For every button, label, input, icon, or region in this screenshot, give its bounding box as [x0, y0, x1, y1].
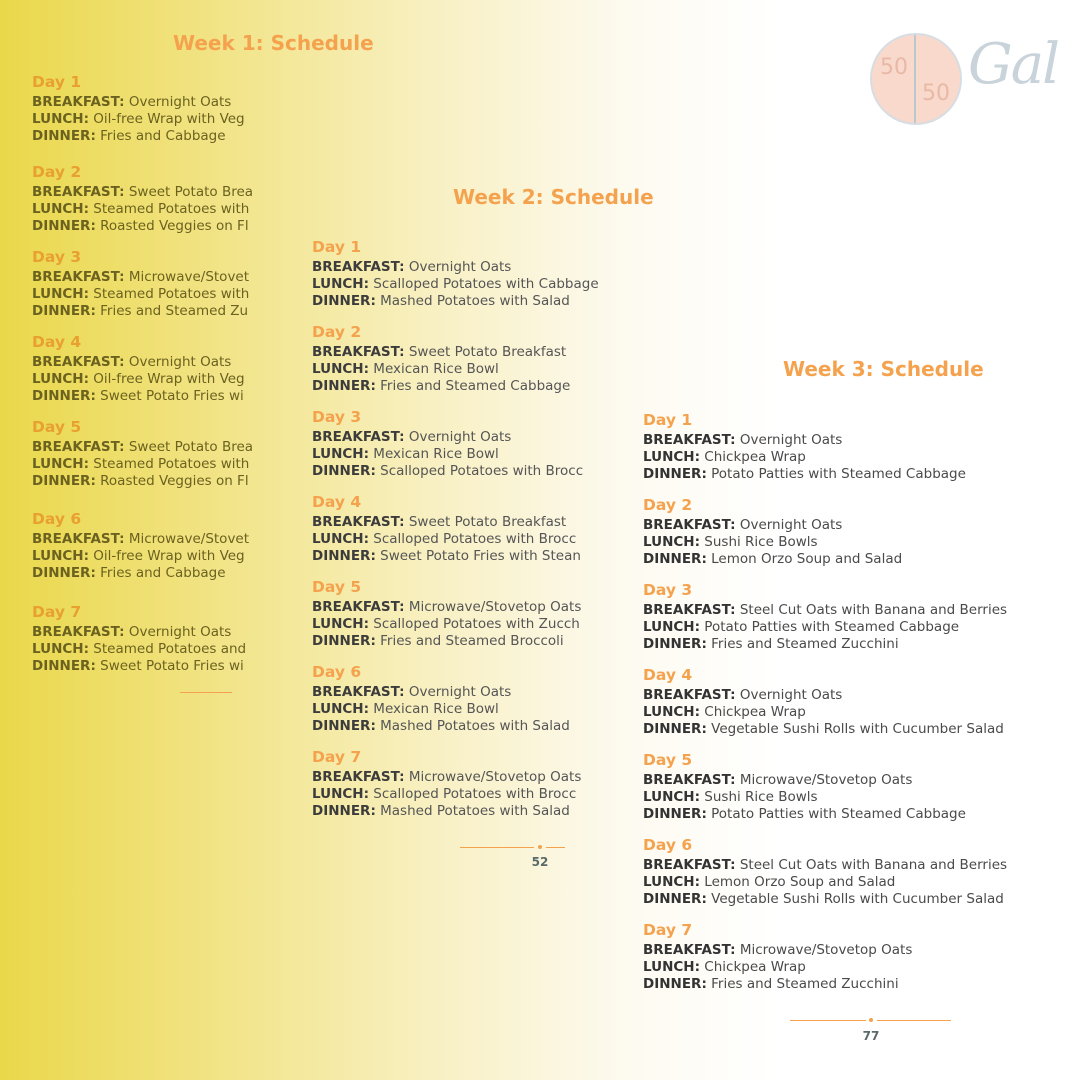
meal-row: [32, 658, 246, 675]
meal-text: Fries and Steamed Zu: [100, 303, 249, 319]
meal-text: Roasted Veggies on Fl: [100, 473, 249, 489]
day-title: Day 5: [312, 578, 362, 596]
footer-ornament-line: [180, 692, 232, 693]
meal-text: Sushi Rice Bowls: [704, 534, 818, 550]
day-block: [643, 410, 966, 483]
page-title: Week 2: Schedule: [453, 185, 654, 209]
meal-label: DINNER:: [643, 806, 707, 822]
meal-row: [32, 641, 246, 658]
day-title: Day 6: [32, 510, 82, 528]
day-block: [643, 920, 912, 993]
meal-label: DINNER:: [643, 976, 707, 992]
footer-ornament-line: [460, 847, 534, 848]
meal-text: Potato Patties with Steamed Cabbage: [711, 806, 966, 822]
meal-text: Vegetable Sushi Rolls with Cucumber Salad: [711, 721, 1004, 737]
meal-text: Sushi Rice Bowls: [704, 789, 818, 805]
day-title: Day 4: [643, 666, 693, 684]
day-block: [32, 602, 246, 675]
meal-row: [32, 388, 245, 405]
day-title: Day 7: [312, 748, 362, 766]
day-block: [32, 509, 249, 582]
page-title: Week 1: Schedule: [173, 31, 374, 55]
meal-label: DINNER:: [32, 388, 96, 404]
meal-text: Microwave/Stovetop Oats: [408, 599, 582, 615]
meal-row: [32, 286, 249, 303]
meal-label: LUNCH:: [312, 616, 369, 632]
meal-row: [312, 463, 583, 480]
meal-label: DINNER:: [32, 303, 96, 319]
meal-row: [643, 602, 1007, 619]
meal-label: LUNCH:: [643, 874, 700, 890]
meal-row: [32, 269, 249, 286]
day-block: [643, 835, 1007, 908]
meal-label: LUNCH:: [643, 789, 700, 805]
meal-text: Mexican Rice Bowl: [373, 701, 499, 717]
meal-label: DINNER:: [312, 548, 376, 564]
meal-text: Steel Cut Oats with Banana and Berries: [739, 602, 1008, 618]
meal-text: Oil-free Wrap with Veg: [93, 548, 245, 564]
meal-row: [32, 624, 246, 641]
meal-label: LUNCH:: [32, 371, 89, 387]
day-block: [643, 750, 966, 823]
meal-text: Mexican Rice Bowl: [373, 446, 499, 462]
meal-label: DINNER:: [32, 565, 96, 581]
day-title: Day 1: [312, 238, 362, 256]
meal-row: [643, 534, 902, 551]
meal-label: LUNCH:: [312, 361, 369, 377]
meal-label: BREAKFAST:: [312, 344, 405, 360]
meal-text: Microwave/Stovetop Oats: [408, 769, 582, 785]
meal-text: Lemon Orzo Soup and Salad: [711, 551, 903, 567]
meal-row: [312, 786, 581, 803]
meal-text: Mexican Rice Bowl: [373, 361, 499, 377]
meal-row: [643, 704, 1004, 721]
week3-page: [630, 345, 1070, 1050]
meal-label: LUNCH:: [312, 786, 369, 802]
day-block: [32, 247, 249, 320]
meal-label: BREAKFAST:: [643, 602, 736, 618]
day-title: Day 4: [312, 493, 362, 511]
meal-label: BREAKFAST:: [643, 517, 736, 533]
meal-label: BREAKFAST:: [32, 531, 125, 547]
meal-row: [32, 531, 249, 548]
meal-row: [312, 276, 599, 293]
meal-text: Chickpea Wrap: [704, 449, 806, 465]
meal-row: [312, 803, 581, 820]
meal-label: LUNCH:: [312, 276, 369, 292]
meal-row: [312, 769, 581, 786]
meal-text: Fries and Steamed Cabbage: [380, 378, 571, 394]
meal-label: LUNCH:: [643, 704, 700, 720]
meal-text: Scalloped Potatoes with Cabbage: [373, 276, 599, 292]
meal-text: Sweet Potato Breakfast: [408, 514, 567, 530]
meal-label: LUNCH:: [312, 531, 369, 547]
day-title: Day 3: [32, 248, 82, 266]
meal-label: LUNCH:: [32, 456, 89, 472]
meal-row: [643, 789, 966, 806]
meal-label: DINNER:: [312, 293, 376, 309]
day-title: Day 7: [32, 603, 82, 621]
meal-text: Microwave/Stovetop Oats: [739, 942, 913, 958]
meal-text: Fries and Cabbage: [100, 128, 226, 144]
meal-text: Overnight Oats: [739, 687, 843, 703]
meal-row: [312, 531, 581, 548]
meal-text: Mashed Potatoes with Salad: [380, 803, 570, 819]
day-block: [312, 577, 581, 650]
meal-row: [643, 857, 1007, 874]
meal-row: [32, 111, 245, 128]
meal-text: Potato Patties with Steamed Cabbage: [711, 466, 966, 482]
meal-text: Sweet Potato Brea: [128, 184, 254, 200]
meal-row: [312, 259, 599, 276]
meal-row: [312, 718, 570, 735]
meal-text: Lemon Orzo Soup and Salad: [704, 874, 896, 890]
meal-label: LUNCH:: [32, 286, 89, 302]
meal-text: Scalloped Potatoes with Brocc: [373, 531, 577, 547]
meal-row: [643, 687, 1004, 704]
meal-row: [32, 565, 249, 582]
meal-row: [643, 874, 1007, 891]
meal-label: BREAKFAST:: [32, 184, 125, 200]
meal-row: [643, 517, 902, 534]
meal-text: Roasted Veggies on Fl: [100, 218, 249, 234]
meal-label: DINNER:: [643, 721, 707, 737]
meal-text: Oil-free Wrap with Veg: [93, 111, 245, 127]
meal-label: BREAKFAST:: [643, 772, 736, 788]
meal-label: DINNER:: [643, 636, 707, 652]
meal-text: Scalloped Potatoes with Brocc: [373, 786, 577, 802]
meal-label: BREAKFAST:: [643, 942, 736, 958]
week1-page: [0, 0, 374, 710]
meal-row: [312, 378, 570, 395]
meal-label: DINNER:: [312, 633, 376, 649]
footer-ornament-line: [877, 1020, 951, 1021]
meal-text: Chickpea Wrap: [704, 959, 806, 975]
meal-row: [643, 772, 966, 789]
meal-row: [312, 514, 581, 531]
meal-label: LUNCH:: [643, 534, 700, 550]
meal-text: Scalloped Potatoes with Brocc: [380, 463, 584, 479]
meal-text: Vegetable Sushi Rolls with Cucumber Salad: [711, 891, 1004, 907]
meal-text: Scalloped Potatoes with Zucch: [373, 616, 580, 632]
meal-row: [643, 551, 902, 568]
meal-label: BREAKFAST:: [312, 259, 405, 275]
meal-text: Fries and Steamed Broccoli: [380, 633, 564, 649]
meal-text: Overnight Oats: [128, 94, 232, 110]
day-title: Day 5: [643, 751, 693, 769]
meal-text: Overnight Oats: [739, 517, 843, 533]
meal-label: LUNCH:: [32, 641, 89, 657]
meal-row: [312, 548, 581, 565]
page-number: 77: [862, 1029, 880, 1043]
meal-text: Steamed Potatoes with: [93, 286, 250, 302]
meal-label: BREAKFAST:: [643, 687, 736, 703]
meal-row: [312, 616, 581, 633]
meal-row: [312, 361, 570, 378]
meal-row: [32, 128, 245, 145]
meal-text: Steamed Potatoes and: [93, 641, 247, 657]
day-title: Day 6: [643, 836, 693, 854]
meal-row: [32, 218, 253, 235]
meal-row: [643, 891, 1007, 908]
meal-text: Chickpea Wrap: [704, 704, 806, 720]
day-title: Day 1: [643, 411, 693, 429]
meal-label: LUNCH:: [312, 701, 369, 717]
footer-ornament-line: [546, 847, 565, 848]
meal-text: Sweet Potato Fries wi: [100, 658, 244, 674]
meal-text: Overnight Oats: [408, 684, 512, 700]
meal-row: [32, 201, 253, 218]
day-block: [312, 492, 581, 565]
meal-row: [32, 439, 253, 456]
meal-text: Mashed Potatoes with Salad: [380, 293, 570, 309]
day-title: Day 1: [32, 73, 82, 91]
meal-label: DINNER:: [312, 718, 376, 734]
meal-text: Fries and Cabbage: [100, 565, 226, 581]
meal-text: Steel Cut Oats with Banana and Berries: [739, 857, 1008, 873]
meal-label: LUNCH:: [32, 201, 89, 217]
meal-label: DINNER:: [32, 658, 96, 674]
meal-label: DINNER:: [32, 218, 96, 234]
meal-text: Overnight Oats: [128, 354, 232, 370]
meal-label: DINNER:: [643, 551, 707, 567]
meal-row: [643, 432, 966, 449]
meal-row: [643, 976, 912, 993]
meal-label: BREAKFAST:: [32, 269, 125, 285]
meal-label: BREAKFAST:: [312, 514, 405, 530]
meal-label: BREAKFAST:: [643, 857, 736, 873]
meal-text: Mashed Potatoes with Salad: [380, 718, 570, 734]
day-title: Day 5: [32, 418, 82, 436]
meal-text: Sweet Potato Fries with Stean: [380, 548, 581, 564]
meal-label: BREAKFAST:: [312, 599, 405, 615]
day-title: Day 3: [312, 408, 362, 426]
logo-number-top: 50: [880, 55, 908, 80]
meal-text: Sweet Potato Fries wi: [100, 388, 244, 404]
day-block: [32, 162, 253, 235]
meal-text: Potato Patties with Steamed Cabbage: [704, 619, 960, 635]
page-title: Week 3: Schedule: [783, 357, 984, 381]
week2-page: [300, 170, 654, 880]
logo-number-bottom: 50: [922, 81, 950, 106]
meal-label: DINNER:: [643, 891, 707, 907]
day-block: [312, 662, 570, 735]
meal-label: LUNCH:: [643, 449, 700, 465]
meal-row: [312, 446, 583, 463]
logo-divider: [914, 35, 916, 123]
day-title: Day 4: [32, 333, 82, 351]
meal-text: Sweet Potato Brea: [128, 439, 254, 455]
meal-row: [643, 721, 1004, 738]
meal-label: BREAKFAST:: [312, 429, 405, 445]
meal-text: Microwave/Stovetop Oats: [739, 772, 913, 788]
day-block: [643, 495, 902, 568]
meal-row: [32, 94, 245, 111]
meal-row: [643, 619, 1007, 636]
meal-row: [312, 429, 583, 446]
day-block: [643, 580, 1007, 653]
footer-ornament-dot: [538, 845, 542, 849]
meal-text: Microwave/Stovet: [128, 269, 250, 285]
meal-label: BREAKFAST:: [32, 94, 125, 110]
day-block: [312, 747, 581, 820]
day-title: Day 2: [32, 163, 82, 181]
meal-row: [312, 599, 581, 616]
meal-row: [643, 466, 966, 483]
day-block: [312, 237, 599, 310]
meal-row: [312, 293, 599, 310]
day-title: Day 3: [643, 581, 693, 599]
day-block: [32, 332, 245, 405]
meal-label: BREAKFAST:: [32, 354, 125, 370]
meal-label: BREAKFAST:: [32, 624, 125, 640]
meal-label: LUNCH:: [643, 619, 700, 635]
day-block: [312, 322, 570, 395]
meal-row: [32, 456, 253, 473]
meal-row: [643, 806, 966, 823]
meal-label: LUNCH:: [32, 548, 89, 564]
meal-row: [312, 633, 581, 650]
meal-row: [643, 636, 1007, 653]
meal-text: Steamed Potatoes with: [93, 201, 250, 217]
meal-row: [32, 184, 253, 201]
meal-label: DINNER:: [32, 128, 96, 144]
meal-label: BREAKFAST:: [32, 439, 125, 455]
meal-row: [643, 942, 912, 959]
page-number: 52: [531, 855, 549, 869]
meal-text: Overnight Oats: [408, 429, 512, 445]
meal-label: DINNER:: [312, 803, 376, 819]
meal-text: Overnight Oats: [408, 259, 512, 275]
meal-text: Oil-free Wrap with Veg: [93, 371, 245, 387]
day-title: Day 7: [643, 921, 693, 939]
meal-label: LUNCH:: [312, 446, 369, 462]
meal-text: Fries and Steamed Zucchini: [711, 976, 899, 992]
meal-label: BREAKFAST:: [312, 769, 405, 785]
day-title: Day 2: [312, 323, 362, 341]
meal-row: [643, 959, 912, 976]
meal-text: Overnight Oats: [128, 624, 232, 640]
meal-row: [643, 449, 966, 466]
footer-ornament-line: [790, 1020, 866, 1021]
meal-label: LUNCH:: [32, 111, 89, 127]
meal-row: [32, 548, 249, 565]
meal-label: LUNCH:: [643, 959, 700, 975]
meal-label: DINNER:: [643, 466, 707, 482]
meal-text: Fries and Steamed Zucchini: [711, 636, 899, 652]
meal-text: Sweet Potato Breakfast: [408, 344, 567, 360]
meal-row: [32, 354, 245, 371]
meal-label: DINNER:: [32, 473, 96, 489]
meal-row: [32, 303, 249, 320]
meal-label: DINNER:: [312, 378, 376, 394]
day-block: [32, 417, 253, 490]
day-title: Day 6: [312, 663, 362, 681]
meal-label: BREAKFAST:: [312, 684, 405, 700]
meal-text: Overnight Oats: [739, 432, 843, 448]
footer-ornament-dot: [869, 1018, 873, 1022]
meal-text: Steamed Potatoes with: [93, 456, 250, 472]
day-block: [643, 665, 1004, 738]
meal-row: [312, 684, 570, 701]
day-block: [312, 407, 583, 480]
meal-row: [312, 701, 570, 718]
meal-text: Microwave/Stovet: [128, 531, 250, 547]
meal-label: DINNER:: [312, 463, 376, 479]
meal-label: BREAKFAST:: [643, 432, 736, 448]
day-block: [32, 72, 245, 145]
meal-row: [32, 473, 253, 490]
meal-row: [32, 371, 245, 388]
meal-row: [312, 344, 570, 361]
logo-script-text: Gal: [968, 32, 1059, 97]
day-title: Day 2: [643, 496, 693, 514]
